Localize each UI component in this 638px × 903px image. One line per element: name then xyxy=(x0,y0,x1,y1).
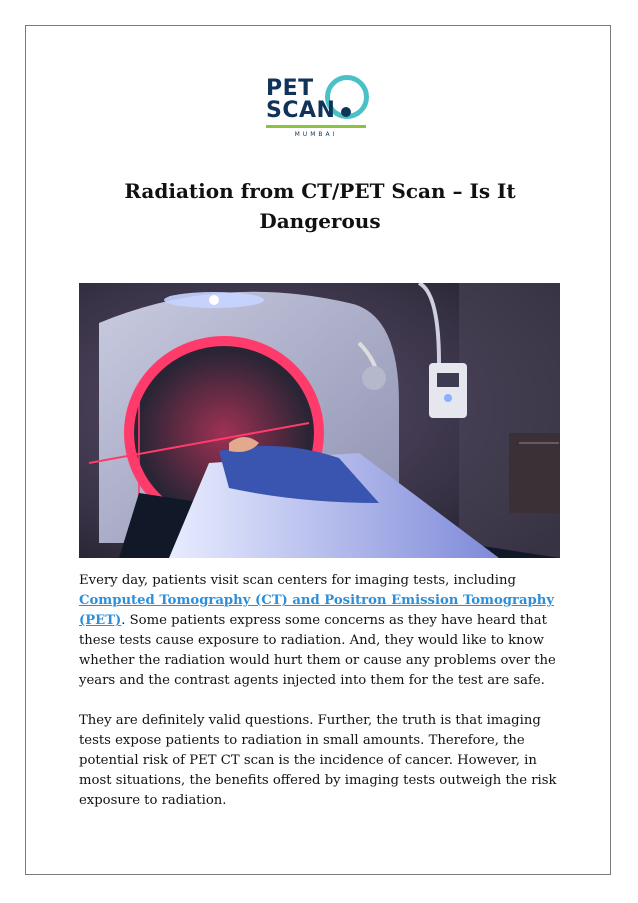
logo-underline xyxy=(266,125,366,128)
ct-pet-link[interactable]: Computed Tomography (CT) and Positron Emission Tomography (PET) xyxy=(79,593,554,629)
intro-paragraph xyxy=(79,571,569,691)
article-title xyxy=(100,176,540,236)
logo-dot-icon xyxy=(341,107,351,117)
title-line-1: Radiation from CT/PET Scan – Is It xyxy=(124,179,516,203)
pet-scan-logo xyxy=(262,73,378,139)
logo-text-mumbai: MUMBAI xyxy=(294,131,338,138)
ct-scanner-photo xyxy=(79,283,560,558)
title-line-2: Dangerous xyxy=(259,209,381,233)
logo-text-scan: SCAN xyxy=(266,98,336,123)
second-paragraph: They are definitely valid questions. Further, the truth is that imaging tests expose patients to radiation in small amounts. Therefore, the potential risk of PET CT scan is the incidence of cancer. However, in most situations, the benefits offered by imaging tests outweigh the risk exposure to radiation. xyxy=(79,713,557,809)
intro-lead: Every day, patients visit scan centers for imaging tests, including xyxy=(79,573,516,588)
logo-text-pet: PET xyxy=(266,76,314,101)
intro-rest: . Some patients express some concerns as they have heard that these tests cause exposure to radiation. And, they would like to know whether the radiation would hurt them or cause any problems over the years and the contrast agents injected into them for the test are safe. xyxy=(79,613,556,689)
